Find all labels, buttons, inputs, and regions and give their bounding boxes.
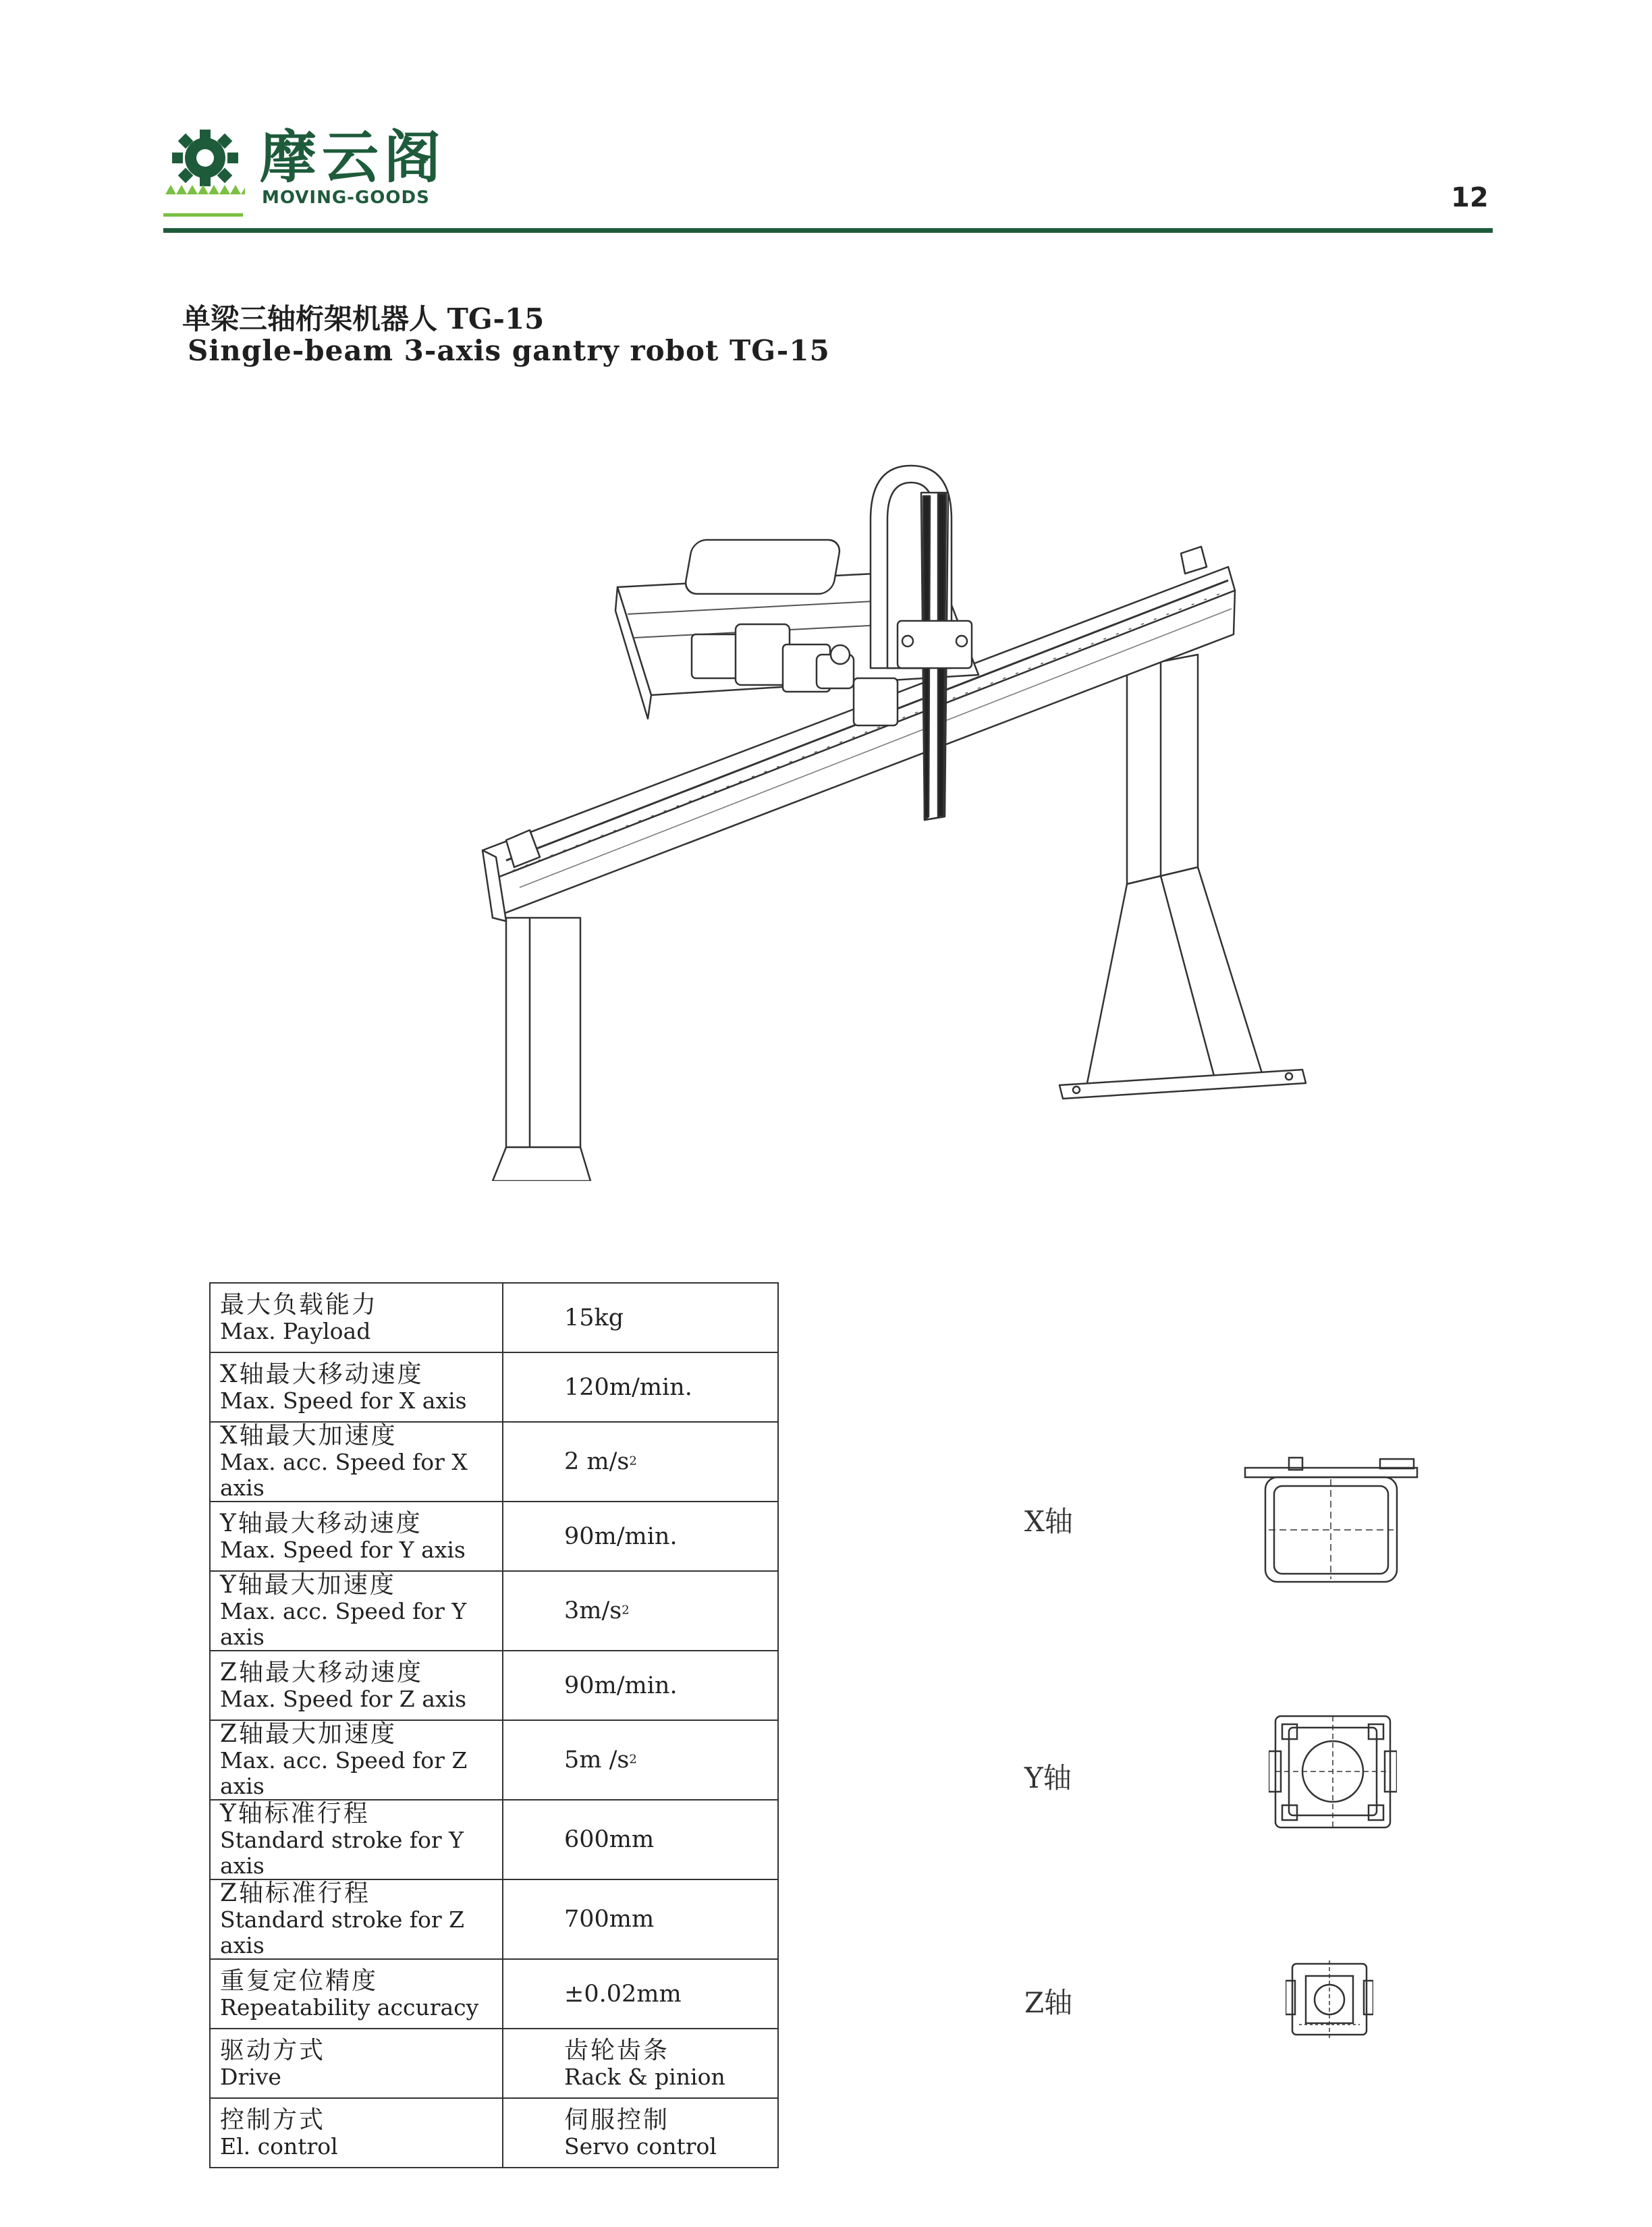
y-axis-profile-icon (1269, 1711, 1397, 1832)
spec-label-cn: 驱动方式 (220, 2036, 326, 2064)
spec-label (210, 2029, 503, 2098)
spec-value-text: 700mm (564, 1906, 655, 1933)
spec-label-en: El. control (220, 2133, 338, 2160)
spec-label (210, 1502, 503, 1571)
spec-value-text: 90m/min. (564, 1522, 678, 1550)
table-row (210, 1720, 778, 1800)
spec-label (210, 1959, 503, 2029)
spec-value-cn: 伺服控制 (564, 2106, 670, 2134)
spec-label-cn: Y轴最大加速度 (220, 1571, 396, 1599)
spec-label-cn: X轴最大加速度 (220, 1422, 397, 1450)
spec-label-en: Max. Payload (220, 1317, 371, 1344)
spec-label-cn: Z轴最大加速度 (220, 1720, 397, 1748)
header-divider (163, 228, 1493, 233)
spec-label-en: Max. acc. Speed for Y axis (220, 1598, 467, 1650)
z-axis-profile-icon (1286, 1957, 1373, 2041)
spec-value-text: 120m/min. (564, 1373, 692, 1401)
y-axis-label: Y轴 (1024, 1761, 1072, 1794)
table-row (210, 1352, 778, 1422)
table-row (210, 2098, 778, 2168)
spec-value (503, 1571, 778, 1651)
spec-label-cn: Y轴标准行程 (220, 1800, 370, 1827)
spec-label (210, 2098, 503, 2168)
spec-label (210, 1283, 503, 1352)
z-axis-label: Z轴 (1024, 1986, 1073, 2019)
spec-value-cn: 齿轮齿条 (564, 2036, 670, 2064)
spec-label-en: Drive (220, 2063, 281, 2090)
table-row (210, 1959, 778, 2029)
brand-name-en: MOVING-GOODS (262, 188, 430, 208)
spec-label-cn: 重复定位精度 (220, 1967, 379, 1995)
table-row (210, 1800, 778, 1879)
spec-value (503, 1283, 778, 1352)
table-row (210, 2029, 778, 2098)
spec-label (210, 1651, 503, 1720)
spec-value-text: ±0.02mm (564, 1980, 682, 2008)
gantry-robot-illustration (466, 452, 1323, 1181)
spec-label-cn: X轴最大移动速度 (220, 1360, 424, 1388)
spec-label (210, 1422, 503, 1502)
spec-value-en: Rack & pinion (564, 2063, 725, 2090)
spec-value-en: Servo control (564, 2133, 717, 2160)
superscript: 2 (622, 1603, 630, 1618)
spec-label-en: Repeatability accuracy (220, 1994, 479, 2020)
table-row (210, 1502, 778, 1571)
spec-value (503, 1959, 778, 2029)
brand-name-cn: 摩云阁 (260, 124, 447, 190)
spec-value-text: 3m/s (564, 1597, 622, 1624)
x-axis-profile-icon (1242, 1451, 1424, 1586)
spec-value (503, 1502, 778, 1571)
gear-logo-icon (165, 127, 245, 194)
spec-label (210, 1879, 503, 1959)
table-row (210, 1283, 778, 1352)
spec-label (210, 1571, 503, 1651)
table-row (210, 1651, 778, 1720)
spec-value (503, 2098, 778, 2168)
table-row (210, 1879, 778, 1959)
spec-label-en: Standard stroke for Z axis (220, 1906, 465, 1958)
spec-label-en: Max. Speed for Z axis (220, 1685, 466, 1712)
spec-label-cn: 控制方式 (220, 2106, 326, 2134)
spec-value-text: 2 m/s (564, 1448, 630, 1475)
spec-value (503, 1800, 778, 1879)
spec-label-cn: Z轴标准行程 (220, 1879, 371, 1907)
spec-value (503, 1422, 778, 1502)
page-title-en: Single-beam 3-axis gantry robot TG-15 (188, 334, 830, 367)
spec-label-cn: Y轴最大移动速度 (220, 1509, 422, 1537)
spec-value-text: 600mm (564, 1826, 655, 1853)
spec-value-text: 5m /s (564, 1747, 630, 1774)
spec-table (209, 1282, 779, 2168)
spec-label-en: Max. acc. Speed for X axis (220, 1449, 468, 1501)
spec-label (210, 1352, 503, 1422)
table-row (210, 1422, 778, 1502)
spec-label-cn: 最大负载能力 (220, 1290, 379, 1319)
spec-value (503, 2029, 778, 2098)
spec-value (503, 1879, 778, 1959)
spec-label-en: Max. Speed for X axis (220, 1387, 467, 1414)
spec-value-text: 15kg (564, 1304, 624, 1331)
spec-label-en: Max. acc. Speed for Z axis (220, 1747, 468, 1799)
superscript: 2 (629, 1752, 637, 1767)
spec-value (503, 1651, 778, 1720)
spec-label-en: Max. Speed for Y axis (220, 1536, 466, 1563)
page-title-cn: 单梁三轴桁架机器人 TG-15 (182, 302, 545, 335)
spec-label (210, 1800, 503, 1879)
x-axis-label: X轴 (1024, 1505, 1073, 1538)
table-row (210, 1571, 778, 1651)
spec-label-en: Standard stroke for Y axis (220, 1827, 464, 1879)
logo-underline (163, 213, 243, 217)
spec-value (503, 1720, 778, 1800)
page-number: 12 (1451, 182, 1489, 213)
spec-value (503, 1352, 778, 1422)
spec-value-text: 90m/min. (564, 1672, 678, 1699)
superscript: 2 (629, 1454, 637, 1468)
spec-label (210, 1720, 503, 1800)
spec-label-cn: Z轴最大移动速度 (220, 1658, 424, 1686)
